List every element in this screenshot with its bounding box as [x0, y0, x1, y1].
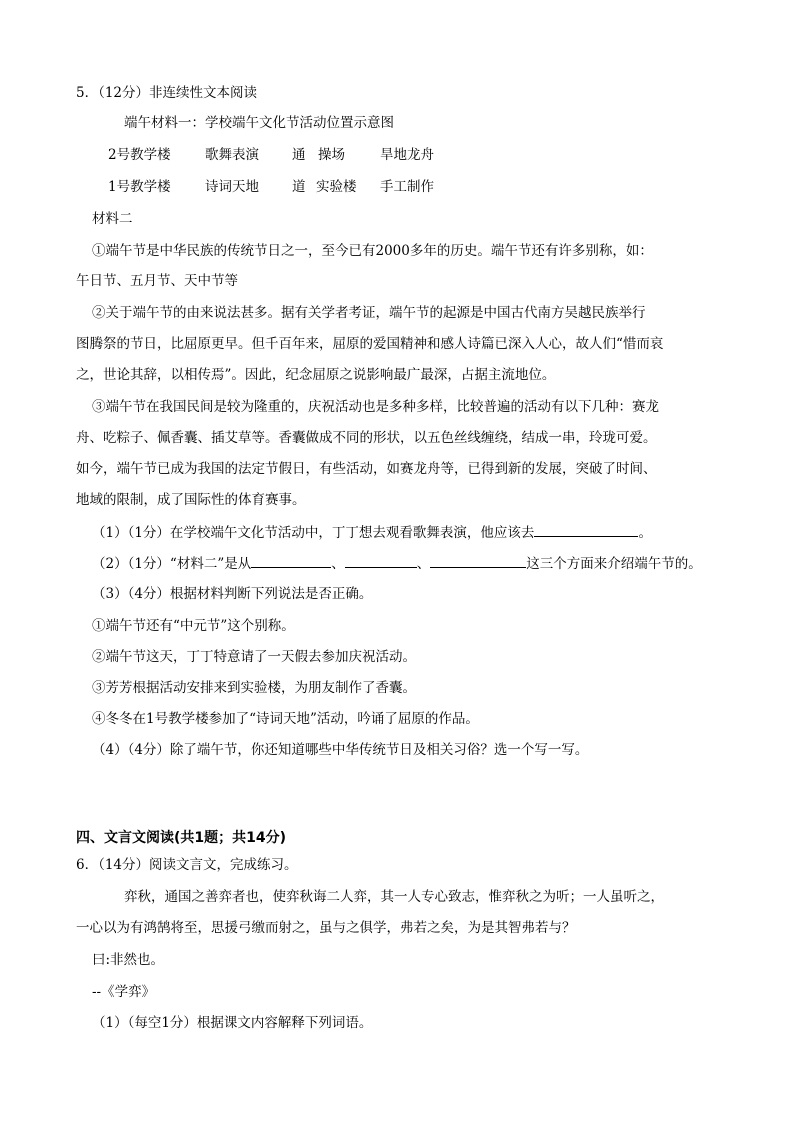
paragraph-3-line-2: 舟、吃粽子、佩香囊、插艾草等。香囊做成不同的形状，以五色丝线缠绕，结成一串，玲珑可爱。	[76, 430, 657, 446]
map-building-2: 2号教学楼	[108, 147, 171, 163]
sub-question-2-end: 这三个方面来介绍端午节的。	[526, 556, 702, 572]
paragraph-1-line-2: 午日节、五月节、天中节等	[76, 273, 238, 289]
map-activity-song-dance: 歌舞表演	[205, 147, 259, 163]
section-4-heading: 四、文言文阅读(共1题；共14分)	[76, 830, 287, 846]
map-building-1: 1号教学楼	[108, 179, 171, 195]
classical-text-line-1: 弈秋，通国之善弈者也，使弈秋诲二人弈，其一人专心致志，惟弈秋之为听；一人虽听之，	[124, 889, 664, 905]
paragraph-2-line-3: 之，世论其辞，以相传焉”。因此，纪念屈原之说影响最广最深，占据主流地位。	[76, 367, 556, 383]
answer-blank-2c[interactable]	[430, 553, 526, 568]
text-source: --《学弈》	[92, 984, 156, 1000]
sub-question-2-sep-1: 、	[331, 556, 345, 572]
q6-title: 6．（14分）阅读文言文，完成练习。	[76, 857, 298, 873]
classical-text-line-2: 一心以为有鸿鹄将至，思援弓缴而射之，虽与之俱学，弗若之矣，为是其智弗若与？	[76, 920, 576, 936]
answer-blank-2b[interactable]	[345, 553, 417, 568]
q6-sub-question-1: （1）（每空1分）根据课文内容解释下列词语。	[92, 1015, 373, 1031]
paragraph-3-line-1: ③端午节在我国民间是较为隆重的，庆祝活动也是多种多样，比较普遍的活动有以下几种：赛龙	[92, 399, 659, 415]
sub-question-2-text: （2）（1分）“材料二”是从	[92, 556, 252, 572]
sub-question-1-text: （1）（1分）在学校端午文化节活动中，丁丁想去观看歌舞表演，他应该去	[92, 525, 535, 541]
answer-blank-2a[interactable]	[251, 553, 331, 568]
statement-3: ③芳芳根据活动安排来到实验楼，为朋友制作了香囊。	[92, 680, 416, 696]
statement-1: ①端午节还有“中元节”这个别称。	[92, 618, 295, 634]
paragraph-1-line-1: ①端午节是中华民族的传统节日之一，至今已有2000多年的历史。端午节还有许多别称，如：	[92, 243, 653, 259]
paragraph-3-line-3: 如今，端午节已成为我国的法定节假日，有些活动，如赛龙舟等，已得到新的发展，突破了时间、	[76, 461, 657, 477]
map-activity-poetry: 诗词天地	[205, 179, 259, 195]
statement-2: ②端午节这天，丁丁特意请了一天假去参加庆祝活动。	[92, 649, 416, 665]
material2-title: 材料二	[92, 211, 133, 227]
sub-question-2-sep-2: 、	[416, 556, 431, 572]
sub-question-1	[92, 522, 652, 543]
sub-question-2	[92, 553, 702, 574]
map-activity-handcraft: 手工制作	[380, 179, 434, 195]
paragraph-2-line-1: ②关于端午节的由来说法甚多。据有关学者考证，端午节的起源是中国古代南方吴越民族举行	[92, 305, 646, 321]
paragraph-2-line-2: 图腾祭的节日，比屈原更早。但千百年来，屈原的爱国精神和感人诗篇已深入人心，故人们“惜而哀	[76, 336, 664, 352]
statement-4: ④冬冬在1号教学楼参加了“诗词天地”活动，吟诵了屈原的作品。	[92, 711, 479, 727]
map-playground: 操场	[318, 147, 345, 163]
answer-blank-1[interactable]	[534, 522, 638, 537]
map-activity-dragon-boat: 旱地龙舟	[380, 147, 434, 163]
map-caption: 端午材料一：学校端午文化节活动位置示意图	[124, 115, 394, 131]
paragraph-3-line-4: 地域的限制，成了国际性的体育赛事。	[76, 492, 306, 508]
sub-question-1-end: 。	[638, 525, 652, 541]
map-passage-bottom: 道	[292, 179, 306, 195]
map-passage-top: 通	[292, 147, 306, 163]
sub-question-4: （4）（4分）除了端午节，你还知道哪些中华传统节日及相关习俗？选一个写一写。	[92, 742, 589, 758]
q5-title: 5．（12分）非连续性文本阅读	[76, 85, 258, 101]
map-lab-building: 实验楼	[316, 179, 357, 195]
classical-text-line-3: 曰:非然也。	[92, 952, 165, 968]
sub-question-3: （3）（4分）根据材料判断下列说法是否正确。	[92, 586, 373, 602]
